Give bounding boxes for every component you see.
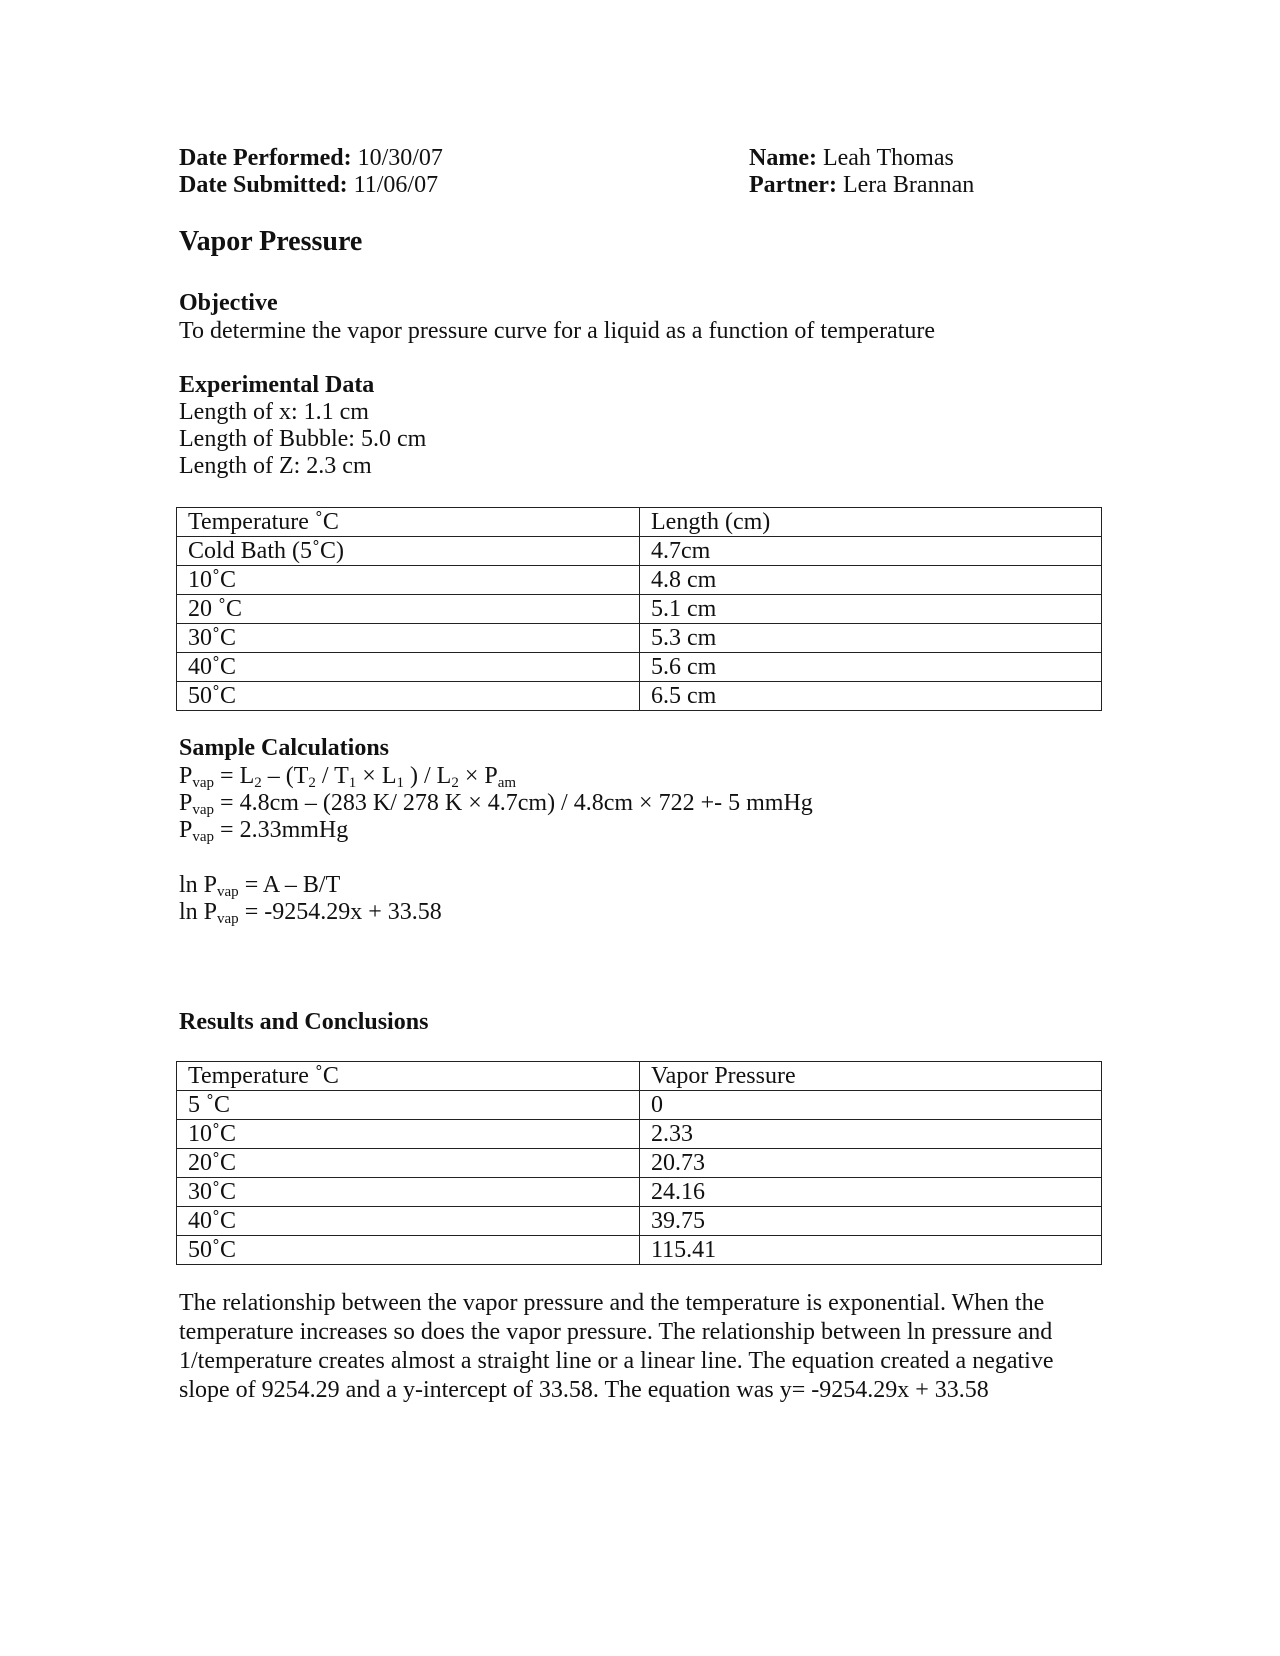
table-cell: 40˚C: [177, 1207, 640, 1236]
table-cell: 6.5 cm: [640, 682, 1102, 711]
table-row: [177, 1149, 1102, 1178]
table-row: [177, 1178, 1102, 1207]
subscript-am: am: [497, 775, 517, 791]
length-x: Length of x: 1.1 cm: [179, 399, 369, 425]
table-header-row: [177, 508, 1102, 537]
table-cell: 24.16: [640, 1178, 1102, 1207]
table-cell: 50˚C: [177, 682, 640, 711]
length-z: Length of Z: 2.3 cm: [179, 453, 372, 479]
table-cell: 2.33: [640, 1120, 1102, 1149]
eq-part: = -9254.29x + 33.58: [238, 899, 442, 925]
table-cell: 4.7cm: [640, 537, 1102, 566]
date-performed-value: 10/30/07: [357, 145, 443, 171]
date-submitted-value: 11/06/07: [353, 172, 439, 198]
subscript-2: 2: [308, 775, 316, 791]
subscript-vap: vap: [217, 911, 239, 927]
header-cell: Temperature ˚C: [177, 508, 640, 537]
table-cell: 5.6 cm: [640, 653, 1102, 682]
table-row: [177, 624, 1102, 653]
subscript-vap: vap: [192, 802, 215, 818]
table-cell: 5 ˚C: [177, 1091, 640, 1120]
page-title: Vapor Pressure: [179, 226, 363, 257]
table-cell: 50˚C: [177, 1236, 640, 1265]
table-cell: 0: [640, 1091, 1102, 1120]
experimental-heading: Experimental Data: [179, 372, 375, 398]
header-cell: Vapor Pressure: [640, 1062, 1102, 1091]
conclusion-paragraph: The relationship between the vapor pressure and the temperature is exponential. When the temperature increases so does the vapor pressure. The relationship between ln pressure and 1/temperature creates almost a straight line or a linear line. The equation created a negative slope of 9254.29 and a y-intercept of 33.58. The equation was y= -9254.29x + 33.58: [179, 1290, 1054, 1403]
header-cell: Temperature ˚C: [177, 1062, 640, 1091]
table-row: [177, 682, 1102, 711]
date-submitted-label: Date Submitted:: [179, 172, 348, 198]
table-cell: 5.3 cm: [640, 624, 1102, 653]
table-cell: 30˚C: [177, 1178, 640, 1207]
header-cell: Length (cm): [640, 508, 1102, 537]
p-symbol: P: [179, 790, 193, 816]
objective-heading: Objective: [179, 290, 278, 316]
name-label: Name:: [749, 145, 817, 171]
equation-substituted: [179, 789, 813, 818]
eq-part: = L: [214, 763, 255, 789]
length-bubble: Length of Bubble: 5.0 cm: [179, 426, 427, 452]
table-cell: Cold Bath (5˚C): [177, 537, 640, 566]
eq-part: = 4.8cm – (283 K/ 278 K × 4.7cm) / 4.8cm × 722 +- 5 mmHg: [214, 790, 813, 816]
date-submitted: [179, 171, 438, 200]
ln-p-symbol: ln P: [179, 899, 218, 925]
eq-part: / T: [315, 763, 349, 789]
table-cell: 39.75: [640, 1207, 1102, 1236]
equation-result: [179, 816, 348, 845]
date-performed-label: Date Performed:: [179, 145, 352, 171]
table-row: [177, 1207, 1102, 1236]
subscript-2: 2: [451, 775, 459, 791]
p-symbol: P: [179, 763, 193, 789]
table-cell: 10˚C: [177, 566, 640, 595]
results-heading: Results and Conclusions: [179, 1009, 429, 1035]
objective-text: To determine the vapor pressure curve for a liquid as a function of temperature: [179, 318, 936, 344]
table-row: [177, 566, 1102, 595]
subscript-vap: vap: [217, 884, 239, 900]
equation-ln-general: [179, 871, 340, 900]
table-row: [177, 1120, 1102, 1149]
table-header-row: [177, 1062, 1102, 1091]
eq-part: = A – B/T: [238, 872, 341, 898]
table-cell: 10˚C: [177, 1120, 640, 1149]
vapor-pressure-table: [176, 1061, 1102, 1265]
ln-p-symbol: ln P: [179, 872, 218, 898]
table-cell: 5.1 cm: [640, 595, 1102, 624]
equation-ln-fit: [179, 898, 442, 927]
length-table: [176, 507, 1102, 711]
table-cell: 20˚C: [177, 1149, 640, 1178]
table-row: [177, 537, 1102, 566]
date-performed: [179, 144, 443, 173]
eq-part: × P: [458, 763, 498, 789]
calculations-heading: Sample Calculations: [179, 735, 390, 761]
p-symbol: P: [179, 817, 193, 843]
subscript-1: 1: [348, 775, 357, 791]
table-cell: 20.73: [640, 1149, 1102, 1178]
table-cell: 30˚C: [177, 624, 640, 653]
equation-formula: [179, 762, 516, 791]
table-row: [177, 653, 1102, 682]
partner-value: Lera Brannan: [842, 172, 975, 198]
table-cell: 40˚C: [177, 653, 640, 682]
name-value: Leah Thomas: [822, 145, 954, 171]
eq-part: – (T: [261, 763, 309, 789]
subscript-2: 2: [254, 775, 262, 791]
partner-label: Partner:: [749, 172, 837, 198]
lab-partner: [749, 171, 974, 200]
table-cell: 20 ˚C: [177, 595, 640, 624]
eq-part: × L: [356, 763, 397, 789]
eq-part: = 2.33mmHg: [214, 817, 349, 843]
subscript-1: 1: [396, 775, 404, 791]
subscript-vap: vap: [192, 775, 215, 791]
table-row: [177, 595, 1102, 624]
subscript-vap: vap: [192, 829, 215, 845]
table-row: [177, 1236, 1102, 1265]
student-name: [749, 144, 954, 173]
table-cell: 4.8 cm: [640, 566, 1102, 595]
table-cell: 115.41: [640, 1236, 1102, 1265]
table-row: [177, 1091, 1102, 1120]
eq-part: ) / L: [404, 763, 452, 789]
